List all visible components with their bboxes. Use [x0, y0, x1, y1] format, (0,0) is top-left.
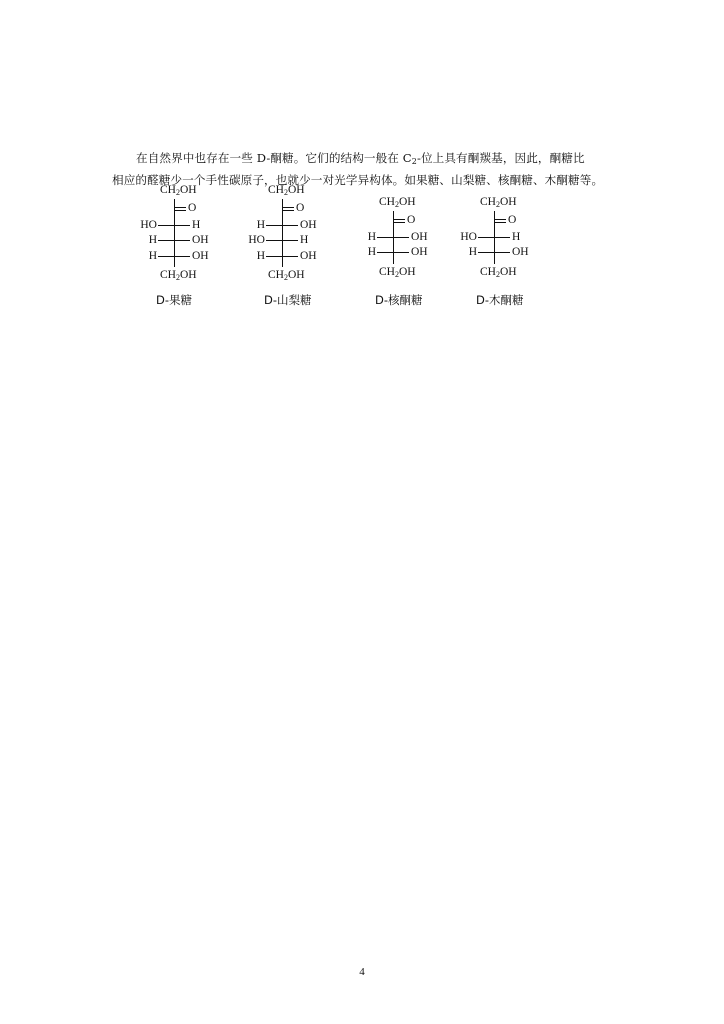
top-group: CH2OH: [160, 184, 197, 197]
carbonyl-oxygen: O: [508, 214, 517, 226]
right-substituent: OH: [411, 230, 428, 243]
right-substituent: OH: [411, 246, 428, 258]
right-substituent: H: [300, 234, 309, 246]
fischer-structure: [240, 184, 350, 319]
double-bond-line: [393, 219, 405, 220]
left-substituent: HO: [248, 234, 265, 246]
right-substituent: OH: [300, 218, 317, 231]
bottom-group: CH2OH: [480, 265, 517, 279]
double-bond-line: [174, 210, 186, 211]
double-bond-line: [282, 210, 294, 211]
page-number: 4: [359, 966, 365, 978]
substituent-bond: [266, 225, 298, 226]
fischer-structure: [351, 196, 461, 331]
carbonyl-oxygen: O: [296, 202, 305, 214]
sugar-name-label: D-木酮糖: [476, 293, 524, 307]
substituent-bond: [377, 252, 409, 253]
substituent-bond: [478, 252, 510, 253]
carbonyl-oxygen: O: [188, 202, 197, 214]
fischer-structure: [452, 196, 562, 331]
right-substituent: OH: [192, 249, 209, 262]
substituent-bond: [158, 225, 190, 226]
fischer-structure: [132, 184, 242, 319]
double-bond-line: [393, 222, 405, 223]
paragraph-line-1: 在自然界中也存在一些 D-酮糖。它们的结构一般在 $C_2-$位上具有酮羰基，因此，酮糖比: [136, 151, 585, 166]
left-substituent: H: [256, 218, 265, 231]
right-substituent: H: [192, 218, 201, 231]
left-substituent: HO: [140, 218, 157, 231]
double-bond-line: [494, 219, 506, 220]
double-bond-line: [494, 222, 506, 223]
substituent-bond: [478, 237, 510, 238]
right-substituent: OH: [192, 234, 209, 246]
substituent-bond: [266, 240, 298, 241]
substituent-bond: [158, 256, 190, 257]
right-substituent: OH: [300, 249, 317, 262]
substituent-bond: [158, 240, 190, 241]
left-substituent: H: [148, 249, 157, 262]
sugar-name-label: D-核酮糖: [375, 293, 423, 307]
left-substituent: H: [148, 234, 157, 246]
left-substituent: H: [367, 246, 376, 258]
top-group: CH2OH: [379, 196, 416, 209]
top-group: CH2OH: [480, 196, 517, 209]
right-substituent: OH: [512, 246, 529, 258]
right-substituent: H: [512, 230, 521, 243]
double-bond-line: [282, 207, 294, 208]
bottom-group: CH2OH: [268, 269, 305, 282]
substituent-bond: [266, 256, 298, 257]
substituent-bond: [377, 237, 409, 238]
left-substituent: HO: [460, 230, 477, 243]
carbonyl-oxygen: O: [407, 214, 416, 226]
paragraph-line-2: 相应的醛糖少一个手性碳原子，也就少一对光学异构体。如果糖、山梨糖、核酮糖、木酮糖等。: [112, 173, 604, 187]
left-substituent: H: [367, 230, 376, 243]
bottom-group: CH2OH: [379, 265, 416, 279]
sugar-name-label: D-果糖: [156, 293, 193, 307]
bottom-group: CH2OH: [160, 269, 197, 282]
left-substituent: H: [256, 249, 265, 262]
double-bond-line: [174, 207, 186, 208]
top-group: CH2OH: [268, 184, 305, 197]
left-substituent: H: [468, 246, 477, 258]
sugar-name-label: D-山梨糖: [264, 293, 312, 307]
